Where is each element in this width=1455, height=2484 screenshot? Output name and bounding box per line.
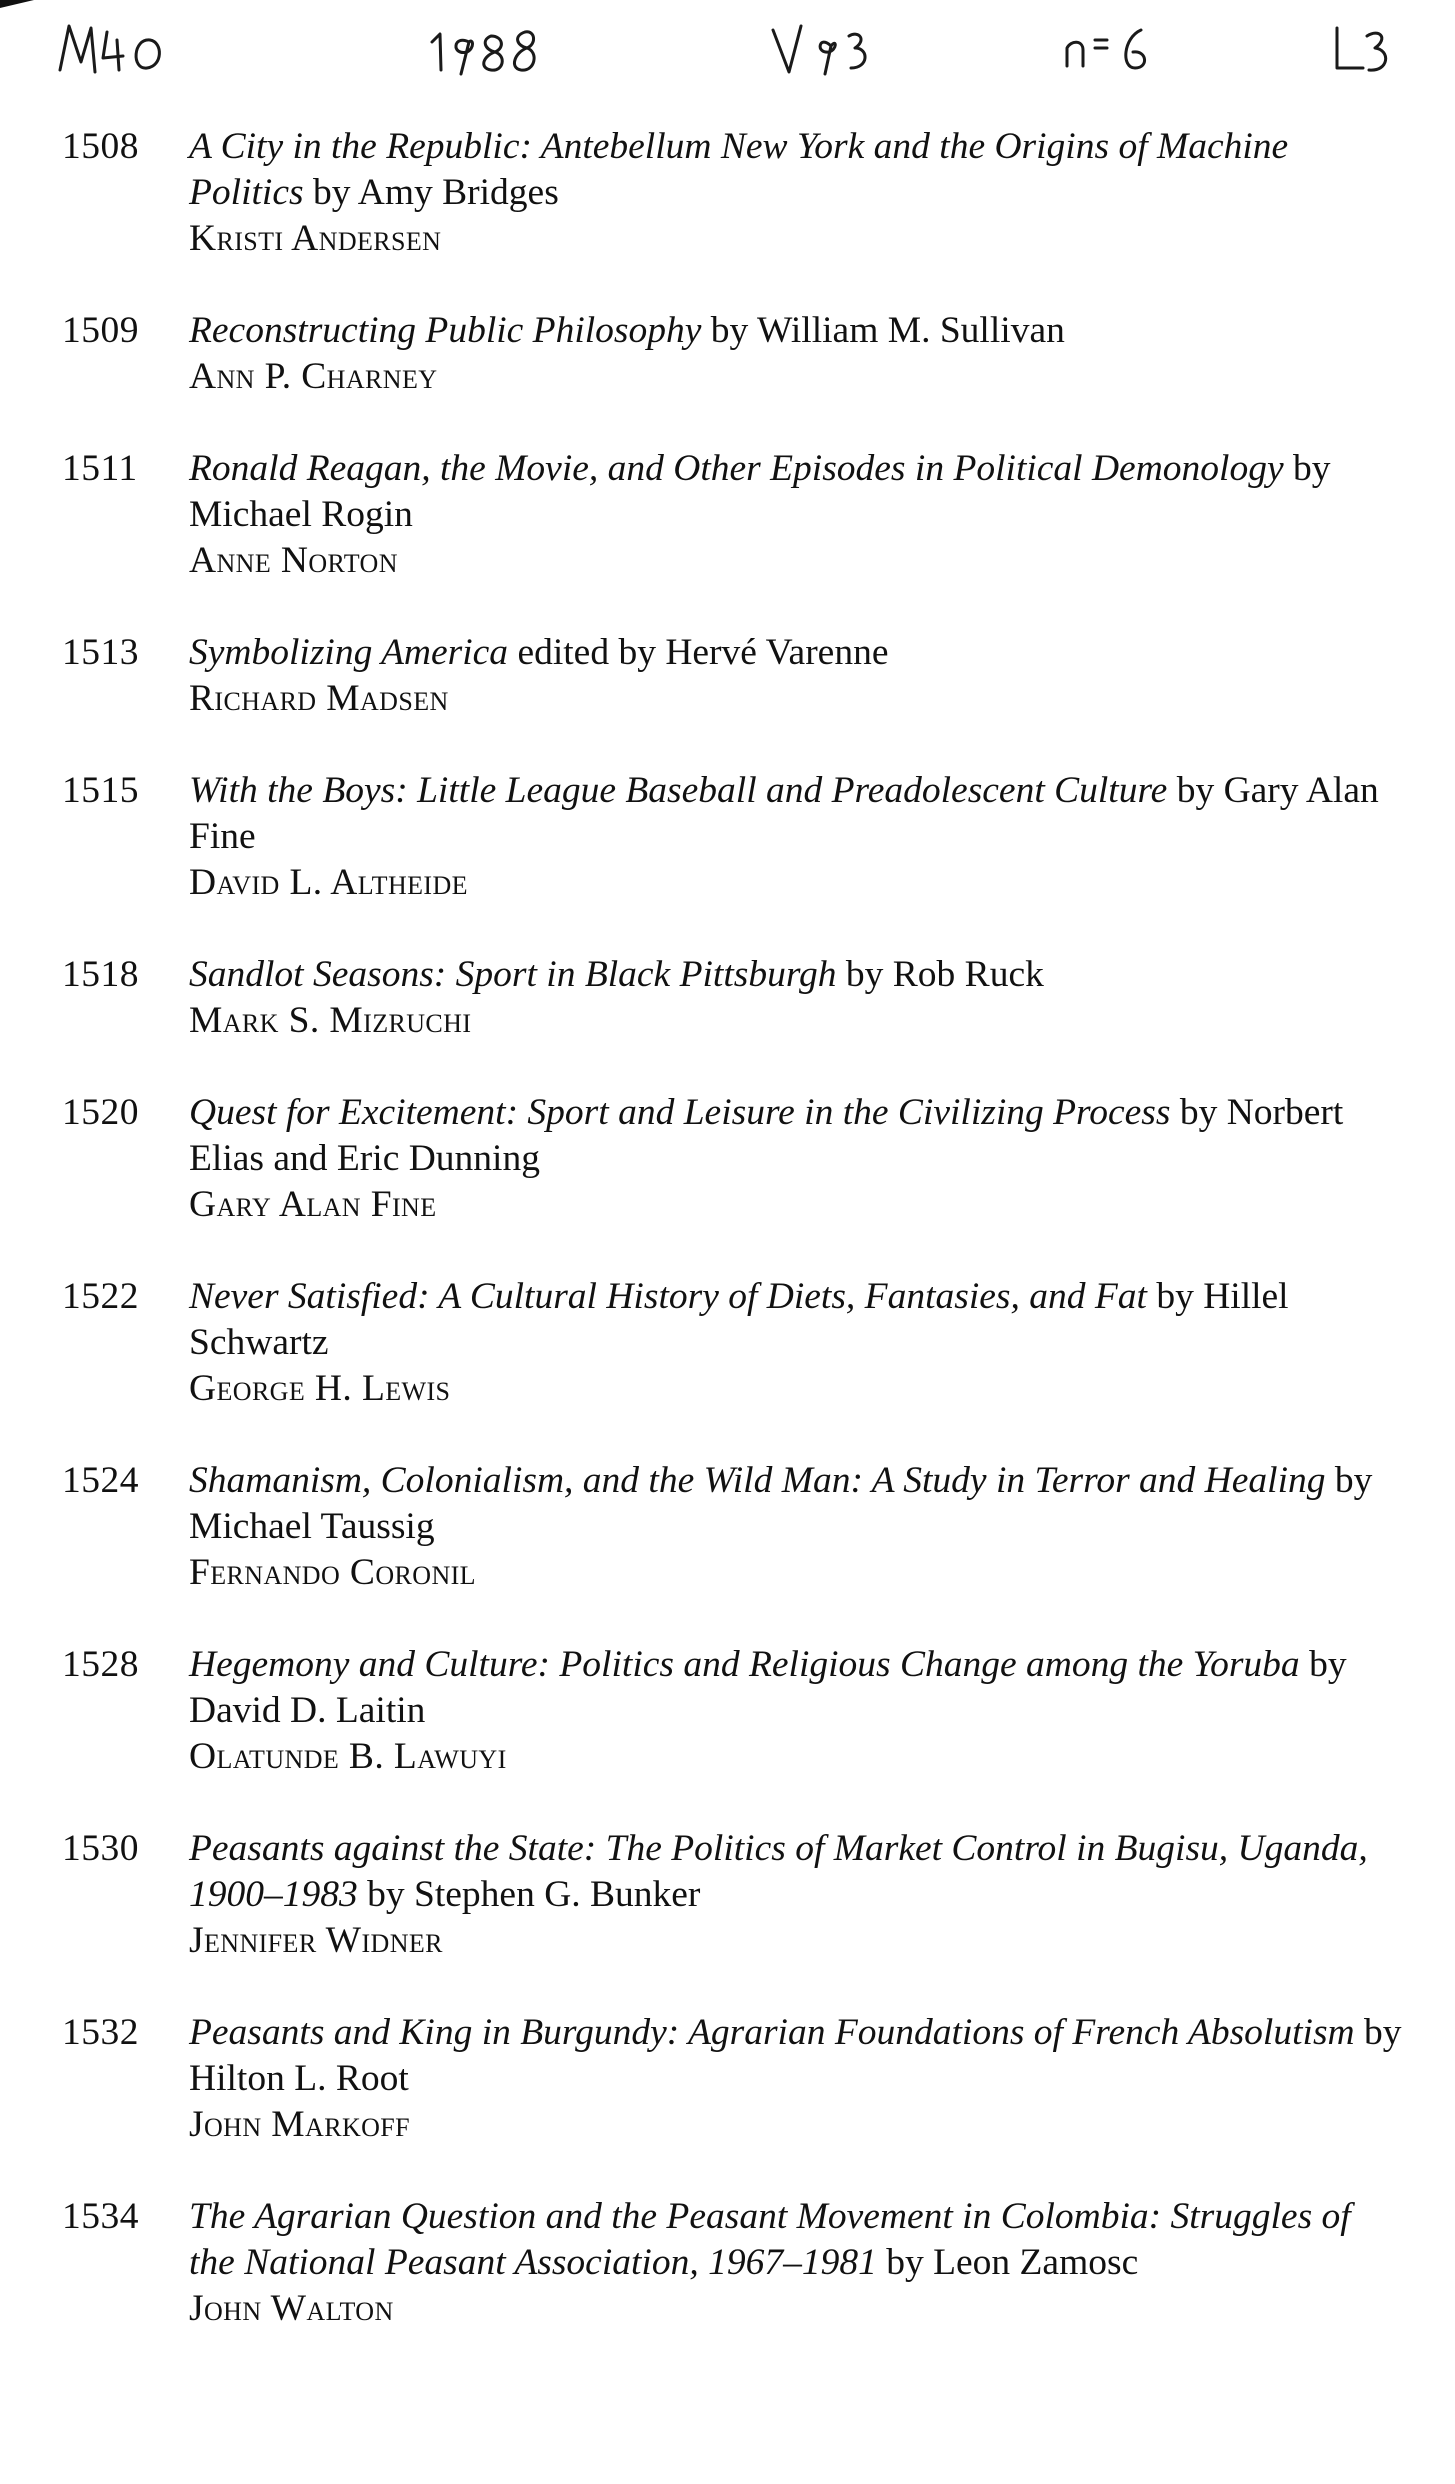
reviewer-name: George H. Lewis xyxy=(189,1368,451,1409)
entry-body xyxy=(189,1274,1402,1412)
book-citation xyxy=(189,308,1402,354)
book-author-credit: by Amy Bridges xyxy=(303,172,559,213)
entry-body xyxy=(189,2010,1402,2148)
book-citation xyxy=(189,1090,1402,1182)
reviewer-name: Olatunde B. Lawuyi xyxy=(189,1736,507,1777)
review-entry xyxy=(62,952,1402,1044)
reviewer-name: Anne Norton xyxy=(189,540,398,581)
book-title: Ronald Reagan, the Movie, and Other Episodes in Political Demonology xyxy=(189,448,1284,489)
reviewer-name: John Walton xyxy=(189,2288,394,2329)
book-author-credit: by David D. Laitin xyxy=(189,1644,1347,1731)
reviewer-name: Mark S. Mizruchi xyxy=(189,1000,472,1041)
page-number: 1532 xyxy=(62,2012,139,2053)
book-author-credit: by Hilton L. Root xyxy=(189,2012,1402,2099)
book-title: Shamanism, Colonialism, and the Wild Man: A Study in Terror and Healing xyxy=(189,1460,1326,1501)
book-author-credit: by Norbert Elias and Eric Dunning xyxy=(189,1092,1344,1179)
handwritten-note-4 xyxy=(1067,30,1145,68)
review-entry xyxy=(62,2010,1402,2148)
review-entry xyxy=(62,308,1402,400)
book-title: With the Boys: Little League Baseball and Preadolescent Culture xyxy=(189,770,1168,811)
reviewer-name: David L. Altheide xyxy=(189,862,468,903)
review-entry xyxy=(62,446,1402,584)
entry-body xyxy=(189,2194,1402,2332)
book-citation xyxy=(189,446,1402,538)
book-title: Peasants and King in Burgundy: Agrarian Foundations of French Absolutism xyxy=(189,2012,1355,2053)
handwritten-note-3 xyxy=(773,26,865,74)
entry-body xyxy=(189,124,1402,262)
page-number: 1530 xyxy=(62,1828,139,1869)
handwritten-call-number xyxy=(55,18,1415,88)
entry-body xyxy=(189,308,1402,400)
book-author-credit: by Leon Zamosc xyxy=(876,2242,1139,2283)
reviewer-name: Jennifer Widner xyxy=(189,1920,443,1961)
book-title: Peasants against the State: The Politics of Market Control in Bugisu, Uganda, 1900–1983 xyxy=(189,1828,1368,1915)
review-entry xyxy=(62,1458,1402,1596)
book-author-credit: edited by Hervé Varenne xyxy=(508,632,889,673)
review-entry xyxy=(62,630,1402,722)
page-number: 1528 xyxy=(62,1644,139,1685)
book-citation xyxy=(189,1826,1402,1918)
review-entry xyxy=(62,2194,1402,2332)
book-citation xyxy=(189,630,1402,676)
book-title: The Agrarian Question and the Peasant Movement in Colombia: Struggles of the National Peasant Association, 1967–1981 xyxy=(189,2196,1351,2283)
entry-body xyxy=(189,630,1402,722)
entry-body xyxy=(189,1826,1402,1964)
review-entry xyxy=(62,1826,1402,1964)
page-number: 1511 xyxy=(62,448,138,489)
page-number: 1524 xyxy=(62,1460,139,1501)
page-number: 1513 xyxy=(62,632,139,673)
page-number: 1508 xyxy=(62,126,139,167)
book-author-credit: by Rob Ruck xyxy=(836,954,1044,995)
entry-body xyxy=(189,1642,1402,1780)
book-citation xyxy=(189,1274,1402,1366)
page-number: 1515 xyxy=(62,770,139,811)
page-number: 1520 xyxy=(62,1092,139,1133)
review-entry xyxy=(62,1642,1402,1780)
reviewer-name: Gary Alan Fine xyxy=(189,1184,437,1225)
book-citation xyxy=(189,952,1402,998)
entry-body xyxy=(189,446,1402,584)
reviewer-name: Kristi Andersen xyxy=(189,218,442,259)
entry-body xyxy=(189,1458,1402,1596)
review-entry xyxy=(62,1090,1402,1228)
book-citation xyxy=(189,124,1402,216)
review-entry xyxy=(62,768,1402,906)
book-author-credit: by Gary Alan Fine xyxy=(189,770,1379,857)
review-entry xyxy=(62,1274,1402,1412)
book-citation xyxy=(189,768,1402,860)
handwritten-note-5 xyxy=(1337,28,1386,70)
book-author-credit: by Stephen G. Bunker xyxy=(357,1874,701,1915)
book-review-list xyxy=(62,124,1402,2378)
review-entry xyxy=(62,124,1402,262)
book-citation xyxy=(189,1642,1402,1734)
entry-body xyxy=(189,1090,1402,1228)
reviewer-name: Ann P. Charney xyxy=(189,356,438,397)
reviewer-name: Richard Madsen xyxy=(189,678,449,719)
book-title: Symbolizing America xyxy=(189,632,509,673)
reviewer-name: John Markoff xyxy=(189,2104,411,2145)
page-number: 1518 xyxy=(62,954,139,995)
page-number: 1522 xyxy=(62,1276,139,1317)
book-citation xyxy=(189,1458,1402,1550)
book-author-credit: by Michael Rogin xyxy=(189,448,1331,535)
book-author-credit: by William M. Sullivan xyxy=(701,310,1065,351)
corner-scan-mark xyxy=(0,0,34,8)
handwritten-note-1 xyxy=(60,26,159,72)
entry-body xyxy=(189,952,1402,1044)
book-citation xyxy=(189,2010,1402,2102)
book-title: Quest for Excitement: Sport and Leisure in the Civilizing Process xyxy=(189,1092,1171,1133)
page-number: 1534 xyxy=(62,2196,139,2237)
reviewer-name: Fernando Coronil xyxy=(189,1552,476,1593)
book-title: Never Satisfied: A Cultural History of Diets, Fantasies, and Fat xyxy=(189,1276,1147,1317)
handwritten-call-number-drawing xyxy=(55,18,1415,88)
entry-body xyxy=(189,768,1402,906)
book-title: Hegemony and Culture: Politics and Religious Change among the Yoruba xyxy=(189,1644,1300,1685)
book-title: Sandlot Seasons: Sport in Black Pittsburgh xyxy=(189,954,837,995)
book-author-credit: by Michael Taussig xyxy=(189,1460,1373,1547)
book-author-credit: by Hillel Schwartz xyxy=(189,1276,1289,1363)
handwritten-note-2 xyxy=(432,32,534,74)
book-title: Reconstructing Public Philosophy xyxy=(189,310,702,351)
book-title: A City in the Republic: Antebellum New York and the Origins of Machine Politics xyxy=(189,126,1289,213)
page-number: 1509 xyxy=(62,310,139,351)
book-citation xyxy=(189,2194,1402,2286)
